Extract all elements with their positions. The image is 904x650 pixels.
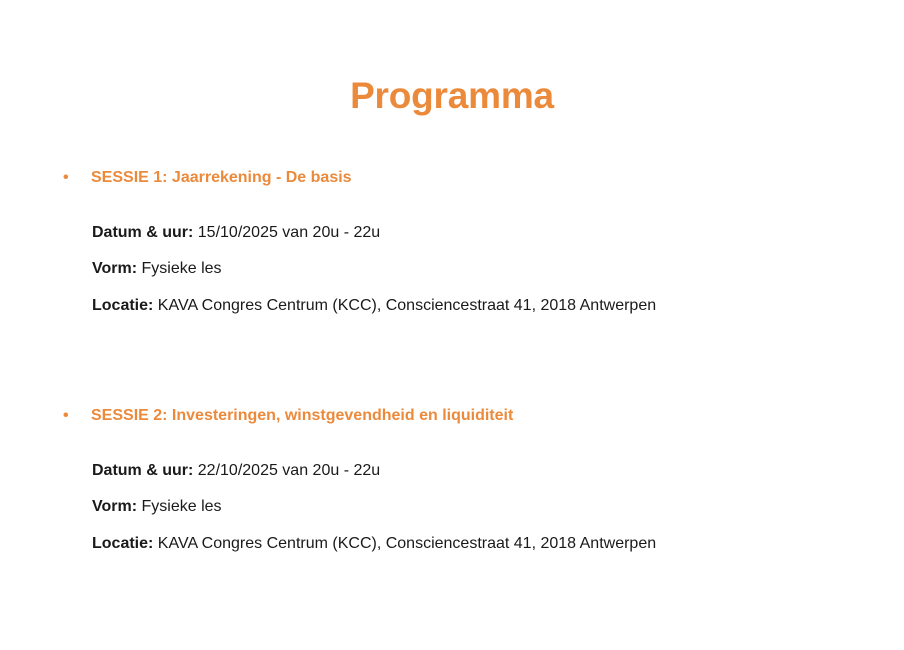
- datum-value: 22/10/2025 van 20u - 22u: [197, 462, 381, 479]
- datum-label: Datum & uur:: [92, 462, 194, 479]
- session-2: [0, 404, 904, 552]
- vorm-value: Fysieke les: [141, 498, 222, 515]
- session-vorm: [92, 497, 222, 517]
- datum-value: 15/10/2025 van 20u - 22u: [197, 224, 381, 241]
- locatie-value: KAVA Congres Centrum (KCC), Consciencestraat 41, 2018 Antwerpen: [157, 535, 657, 552]
- vorm-label: Vorm:: [92, 498, 138, 515]
- session-1: [0, 166, 904, 314]
- session-locatie: [92, 296, 656, 316]
- vorm-label: Vorm:: [92, 260, 138, 277]
- session-heading: [0, 166, 904, 190]
- bullet-icon: •: [63, 169, 69, 186]
- session-vorm: [92, 259, 222, 279]
- session-datum: [92, 223, 380, 243]
- session-datum: [92, 461, 380, 481]
- locatie-label: Locatie:: [92, 535, 154, 552]
- session-title: SESSIE 1: Jaarrekening - De basis: [91, 169, 352, 186]
- vorm-value: Fysieke les: [141, 260, 222, 277]
- session-heading: [0, 404, 904, 428]
- locatie-label: Locatie:: [92, 297, 154, 314]
- session-title: SESSIE 2: Investeringen, winstgevendheid en liquiditeit: [91, 407, 514, 424]
- locatie-value: KAVA Congres Centrum (KCC), Consciencestraat 41, 2018 Antwerpen: [157, 297, 657, 314]
- datum-label: Datum & uur:: [92, 224, 194, 241]
- page-title: Programma: [350, 75, 554, 116]
- session-locatie: [92, 534, 656, 554]
- bullet-icon: •: [63, 407, 69, 424]
